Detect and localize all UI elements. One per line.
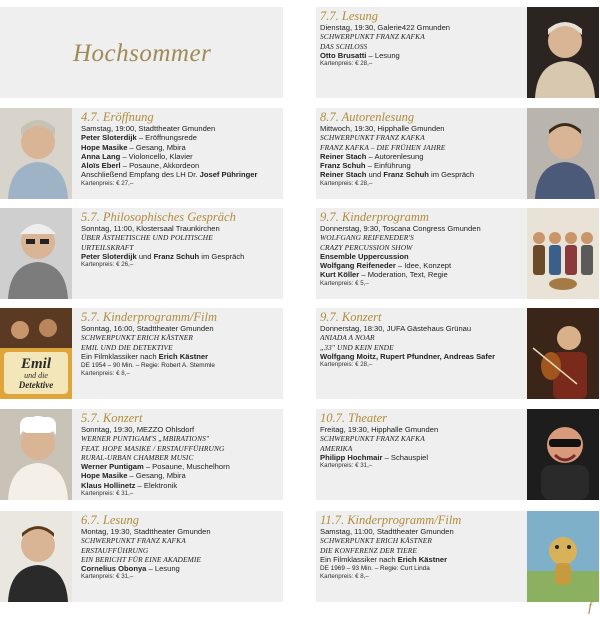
event-detail-line [320, 170, 525, 179]
event-text [81, 110, 279, 188]
performer-name: Cornelius Obonya [81, 564, 147, 574]
event-text [81, 210, 279, 270]
detail-text: Sonntag, 11:00, Klostersaal Traunkirchen [81, 224, 220, 233]
event-detail-line [81, 471, 279, 480]
ticket-price: Kartenpreis: € 28,– [320, 179, 373, 187]
detail-text: – Violoncello, Klavier [120, 151, 193, 161]
detail-text: SCHWERPUNKT FRANZ KAFKA [320, 434, 425, 444]
detail-text: DIE KONFERENZ DER TIERE [320, 545, 417, 555]
detail-text: ERSTAUFFÜHRUNG [81, 545, 149, 555]
event-subtitle-line [320, 133, 525, 142]
performer-name: Josef Pühringer [199, 170, 258, 180]
event-detail-line [81, 170, 279, 179]
portrait-man-smiling-icon [527, 108, 599, 199]
detail-text: FEAT. HOPE MASIKE / ERSTAUFFÜHRUNG [81, 443, 225, 453]
performer-name: Reiner Stach [320, 170, 367, 180]
detail-text: Sonntag, 19:30, MEZZO Ohlsdorf [81, 425, 195, 434]
event-subtitle-line [81, 333, 279, 342]
detail-text: – Moderation, Text, Regie [359, 270, 448, 280]
detail-text: Donnerstag, 9:30, Toscana Congress Gmunden [320, 224, 481, 233]
ticket-price: Kartenpreis: € 31,– [320, 462, 373, 470]
event-detail-line [81, 481, 279, 490]
event-detail-line [320, 51, 525, 60]
performer-name: Otto Brusatti [320, 50, 367, 60]
detail-text: – Idee, Konzept [395, 261, 452, 271]
event-detail-line [320, 261, 525, 270]
ticket-price: Kartenpreis: € 27,– [81, 179, 134, 187]
event-detail-line [81, 124, 279, 133]
event-detail-line [81, 133, 279, 142]
performer-name: Ensemble Uppercussion [320, 251, 409, 261]
cartoon-animals-icon [527, 511, 599, 602]
page-letter: f [588, 600, 592, 615]
event-title: 9.7. Konzert [320, 310, 382, 324]
detail-text: EMIL UND DIE DETEKTIVE [81, 342, 173, 352]
event-detail-line [81, 425, 279, 434]
portrait-man-glasses-icon [0, 208, 72, 299]
event-card [0, 409, 283, 500]
event-photo [527, 308, 599, 399]
event-detail-line [81, 352, 279, 361]
page-title: Hochsommer [73, 40, 212, 67]
event-card [0, 208, 283, 299]
detail-text: Ein Filmklassiker nach [320, 554, 398, 564]
detail-text: SCHWERPUNKT FRANZ KAFKA [81, 536, 186, 546]
performer-name: Kurt Köller [320, 270, 360, 280]
ticket-price: Kartenpreis: € 26,– [81, 261, 134, 269]
detail-text: Sonntag, 16:00, Stadttheater Gmunden [81, 324, 214, 333]
event-detail-line [81, 161, 279, 170]
event-subtitle-line [81, 233, 279, 242]
ticket-price: Kartenpreis: € 31,– [81, 573, 134, 581]
detail-text: ÜBER ÄSTHETISCHE UND POLITISCHE [81, 233, 213, 243]
performer-name: Hope Masike [81, 142, 128, 152]
detail-text: im Gespräch [428, 170, 475, 180]
event-text [81, 513, 279, 582]
detail-text: – Posaune, Muschelhorn [143, 462, 230, 472]
portrait-young-man-icon [0, 511, 72, 602]
detail-text: Anschließend Empfang des LH Dr. [81, 170, 200, 180]
event-title: 10.7. Theater [320, 411, 388, 425]
performer-name: Aloïs Eberl [81, 161, 121, 171]
event-card [316, 108, 599, 199]
event-detail-line [320, 352, 525, 361]
event-text [320, 110, 525, 188]
performer-name: Erich Kästner [397, 554, 448, 564]
detail-text: EIN BERICHT FÜR EINE AKADEMIE [81, 554, 202, 564]
event-title: 5.7. Konzert [81, 411, 143, 425]
performer-name: Peter Sloterdijk [81, 251, 137, 261]
event-title: 5.7. Kinderprogramm/Film [81, 310, 217, 324]
detail-text: Dienstag, 19:30, Galerie422 Gmunden [320, 23, 451, 32]
event-card [316, 409, 599, 500]
emil-und-die-detektive-poster-icon [0, 308, 72, 399]
detail-text: „33" UND KEIN ENDE [320, 342, 394, 352]
performer-name: Peter Sloterdijk [81, 133, 137, 143]
event-detail-line [81, 152, 279, 161]
detail-text: – Schauspiel [382, 452, 429, 462]
detail-text: RURAL-URBAN CHAMBER MUSIC [81, 452, 194, 462]
event-subtitle-line [320, 343, 525, 352]
event-detail-line [81, 324, 279, 333]
detail-text: – Autorenlesung [366, 151, 424, 161]
detail-text: – Elektronik [135, 480, 178, 490]
event-detail-line [320, 152, 525, 161]
event-card [0, 108, 283, 199]
event-title: 6.7. Lesung [81, 513, 139, 527]
event-photo [527, 409, 599, 500]
event-detail-line [320, 161, 525, 170]
portrait-woman-headwrap-icon [0, 409, 72, 500]
portrait-man-grey-hair-icon [0, 108, 72, 199]
detail-text: DE 1954 – 90 Min. – Regie: Robert A. Stemmle [81, 362, 215, 370]
event-subtitle-line [81, 536, 279, 545]
performer-name: Hope Masike [81, 471, 128, 481]
event-subtitle-line [81, 453, 279, 462]
event-detail-line [320, 324, 525, 333]
event-text [81, 310, 279, 379]
event-subtitle-line [320, 233, 525, 242]
detail-text: – Eröffnungsrede [136, 133, 197, 143]
portrait-older-man-icon [527, 7, 599, 98]
ticket-price: Kartenpreis: € 5,– [320, 279, 369, 287]
detail-text: DAS SCHLOSS [320, 41, 368, 51]
detail-text: FRANZ KAFKA – DIE FRÜHEN JAHRE [320, 142, 446, 152]
event-subtitle-line [81, 343, 279, 352]
detail-text: CRAZY PERCUSSION SHOW [320, 242, 413, 252]
detail-text: SCHWERPUNKT FRANZ KAFKA [320, 133, 425, 143]
detail-text: WERNER PUNTIGAM'S „MBIRATIONS" [81, 434, 210, 444]
detail-text: – Posaune, Akkordeon [120, 161, 200, 171]
detail-text: und [136, 251, 154, 261]
event-detail-line [320, 425, 525, 434]
event-subtitle-line [81, 555, 279, 564]
event-card [0, 308, 283, 399]
event-photo [527, 108, 599, 199]
event-photo [527, 511, 599, 602]
svg-text:Emil: Emil [20, 356, 52, 372]
event-title: 9.7. Kinderprogramm [320, 210, 429, 224]
detail-text: – Einführung [365, 161, 411, 171]
event-detail-line [81, 527, 279, 536]
event-title: 11.7. Kinderprogramm/Film [320, 513, 462, 527]
violin-player-icon [527, 308, 599, 399]
actor-sunglasses-icon [527, 409, 599, 500]
event-subtitle-line [320, 333, 525, 342]
detail-text: – Gesang, Mbira [127, 471, 186, 481]
detail-text: Samstag, 19:00, Stadttheater Gmunden [81, 124, 216, 133]
event-detail-line [320, 555, 525, 564]
performer-name: Reiner Stach [320, 151, 367, 161]
event-subtitle-line [320, 42, 525, 51]
event-subtitle-line [320, 444, 525, 453]
detail-text: – Lesung [366, 50, 400, 60]
event-subtitle-line [320, 32, 525, 41]
detail-text: und [366, 170, 384, 180]
detail-text: – Gesang, Mbira [127, 142, 186, 152]
event-text [81, 411, 279, 499]
performer-name: Franz Schuh [320, 161, 366, 171]
event-photo [0, 308, 72, 399]
event-detail-line [81, 224, 279, 233]
performer-name: Klaus Hollinetz [81, 480, 136, 490]
event-photo [0, 409, 72, 500]
event-photo [0, 108, 72, 199]
event-detail-line [81, 143, 279, 152]
performer-name: Wolfgang Reifeneder [320, 261, 396, 271]
performer-name: Franz Schuh [153, 251, 200, 261]
detail-text: Freitag, 19:30, Hipphalle Gmunden [320, 425, 439, 434]
detail-text: Samstag, 11:00, Stadttheater Gmunden [320, 527, 454, 536]
event-detail-line [320, 124, 525, 133]
detail-text: URTEILSKRAFT [81, 242, 134, 252]
event-subtitle-line [81, 444, 279, 453]
event-title: 5.7. Philosophisches Gespräch [81, 210, 236, 224]
ticket-price: Kartenpreis: € 8,– [320, 573, 369, 581]
detail-text: – Lesung [146, 564, 180, 574]
performer-name: Werner Puntigam [81, 462, 144, 472]
event-detail-line [320, 224, 525, 233]
event-title: 7.7. Lesung [320, 9, 378, 23]
performer-name: Franz Schuh [383, 170, 429, 180]
event-detail-line [81, 564, 279, 573]
detail-text: Ein Filmklassiker nach [81, 351, 159, 361]
event-subtitle-line [320, 536, 525, 545]
event-subtitle-line [320, 243, 525, 252]
detail-text: SCHWERPUNKT ERICH KÄSTNER [320, 536, 432, 546]
header-box [0, 7, 283, 98]
event-photo [0, 208, 72, 299]
event-text [320, 513, 525, 582]
event-card [0, 511, 283, 602]
event-photo [0, 511, 72, 602]
event-subtitle-line [320, 143, 525, 152]
event-card [316, 511, 599, 602]
ticket-price: Kartenpreis: € 31,– [81, 490, 134, 498]
event-detail-line [81, 252, 279, 261]
performer-name: Philipp Hochmair [320, 452, 383, 462]
ticket-price: Kartenpreis: € 28,– [320, 60, 373, 68]
event-card [316, 308, 599, 399]
detail-text: Donnerstag, 18:30, JUFA Gästehaus Grünau [320, 324, 472, 333]
event-subtitle-line [81, 434, 279, 443]
performer-name: Anna Lang [81, 151, 121, 161]
performer-name: Wolfgang Moitz, Rupert Pfundner, Andreas Safer [320, 351, 496, 361]
event-photo [527, 208, 599, 299]
percussion-show-group-icon [527, 208, 599, 299]
detail-text: DE 1969 – 93 Min. – Regie: Curt Linda [320, 565, 430, 573]
detail-text: Montag, 19:30, Stadttheater Gmunden [81, 527, 211, 536]
event-detail-line [320, 23, 525, 32]
event-title: 4.7. Eröffnung [81, 110, 154, 124]
svg-text:und die: und die [24, 371, 48, 380]
event-detail-line [81, 462, 279, 471]
event-text [320, 210, 525, 288]
detail-text: ANIADA A NOAR [320, 333, 375, 343]
event-detail-line [81, 361, 279, 370]
event-text [320, 9, 525, 69]
event-subtitle-line [81, 243, 279, 252]
event-text [320, 411, 525, 471]
event-detail-line [320, 453, 525, 462]
event-photo [527, 7, 599, 98]
event-text [320, 310, 525, 370]
event-card [316, 7, 599, 98]
event-detail-line [320, 270, 525, 279]
event-detail-line [320, 564, 525, 573]
detail-text: AMERIKA [320, 443, 353, 453]
performer-name: Erich Kästner [158, 351, 209, 361]
ticket-price: Kartenpreis: € 8,– [81, 370, 130, 378]
event-subtitle-line [81, 546, 279, 555]
detail-text: SCHWERPUNKT FRANZ KAFKA [320, 32, 425, 42]
event-subtitle-line [320, 546, 525, 555]
ticket-price: Kartenpreis: € 28,– [320, 361, 373, 369]
event-subtitle-line [320, 434, 525, 443]
detail-text: Mittwoch, 19:30, Hipphalle Gmunden [320, 124, 445, 133]
event-card [316, 208, 599, 299]
event-title: 8.7. Autorenlesung [320, 110, 415, 124]
svg-text:Detektive: Detektive [18, 380, 54, 390]
event-detail-line [320, 252, 525, 261]
detail-text: im Gespräch [199, 251, 245, 261]
detail-text: WOLFGANG REIFENEDER'S [320, 233, 414, 243]
event-detail-line [320, 527, 525, 536]
detail-text: SCHWERPUNKT ERICH KÄSTNER [81, 333, 193, 343]
